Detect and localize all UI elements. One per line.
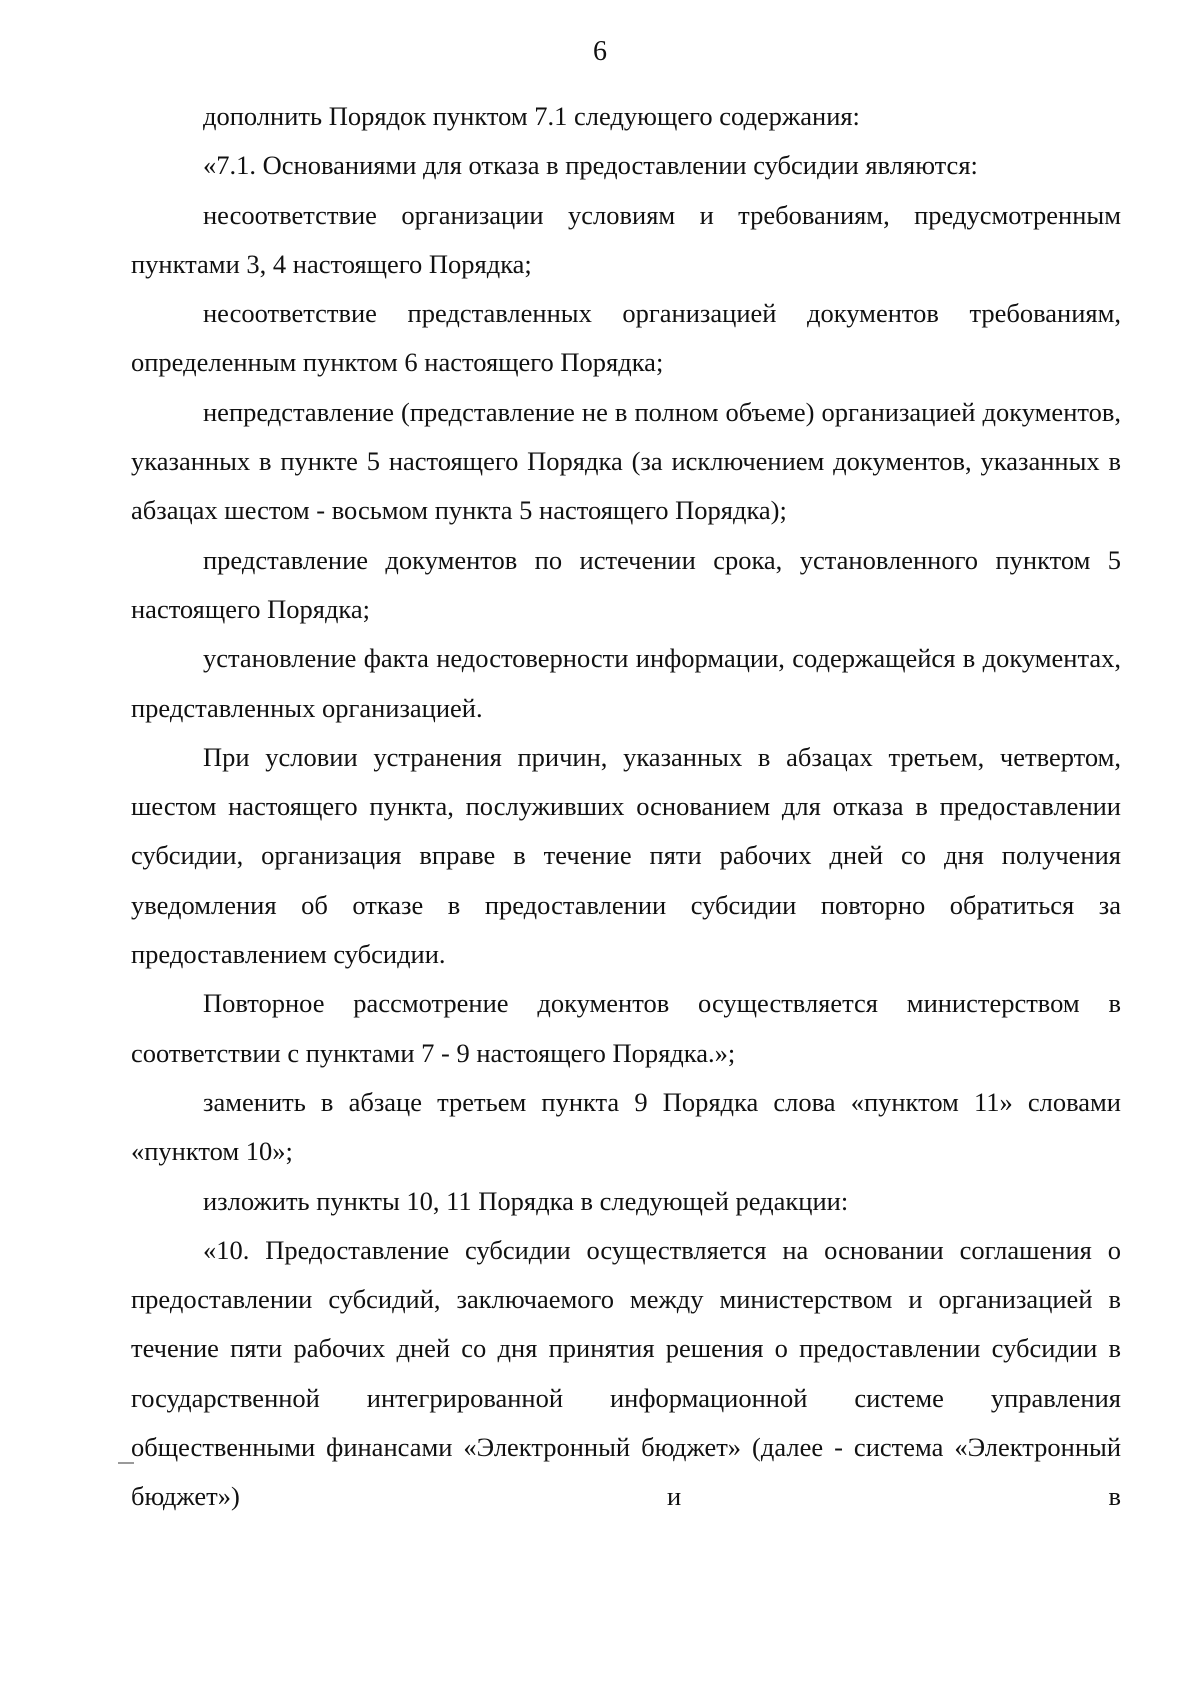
paragraph-non-submission: непредставление (представление не в полном объеме) организацией документов, указанных в пункте 5 настоящего Порядка (за исключением документов, указанных в абзацах шестом - восьмом пункта 5 настоящего Порядка);: [131, 396, 1121, 526]
paragraph-replace-words: заменить в абзаце третьем пункта 9 Порядка слова «пунктом 11» словами «пунктом 10»;: [131, 1086, 1121, 1167]
paragraph-nonconformity-organization: несоответствие организации условиям и требованиям, предусмотренным пунктами 3, 4 настоящего Порядка;: [131, 199, 1121, 279]
paragraph-point-10: «10. Предоставление субсидии осуществляется на основании соглашения о предоставлении субсидий, заключаемого между министерством и организацией в течение пяти рабочих дней со дня принятия решения о предоставлении субсидии в государственной интегрированной информационной системе управления общественными финансами «Электронный бюджет» (далее - система «Электронный бюджет») и в: [131, 1234, 1121, 1512]
page-number: 6: [593, 36, 607, 67]
paragraph-amend-intro: дополнить Порядок пунктом 7.1 следующего содержания:: [203, 101, 860, 131]
paragraph-late-submission: представление документов по истечении срока, установленного пунктом 5 настоящего Порядка;: [131, 544, 1121, 624]
paragraph-7-1-heading: «7.1. Основаниями для отказа в предоставлении субсидии являются:: [203, 150, 978, 181]
paragraph-false-information: установление факта недостоверности информации, содержащейся в документах, представленных организацией.: [131, 643, 1121, 723]
document-body: [131, 92, 1121, 1522]
paragraph-nonconformity-documents: несоответствие представленных организацией документов требованиям, определенным пунктом 6 настоящего Порядка;: [131, 298, 1121, 378]
paragraph-restate-points: изложить пункты 10, 11 Порядка в следующей редакции:: [203, 1185, 849, 1216]
scan-artifact-mark: [118, 1462, 134, 1464]
paragraph-reapplication: При условии устранения причин, указанных в абзацах третьем, четвертом, шестом настоящего пункта, послуживших основанием для отказа в предоставлении субсидии, организация вправе в течение пяти рабочих дней со дня получения уведомления об отказе в предоставлении субсидии повторно обратиться за предоставлением субсидии.: [131, 741, 1121, 970]
paragraph-reconsideration: Повторное рассмотрение документов осуществляется министерством в соответствии с пунктами 7 - 9 настоящего Порядка.»;: [131, 988, 1121, 1068]
